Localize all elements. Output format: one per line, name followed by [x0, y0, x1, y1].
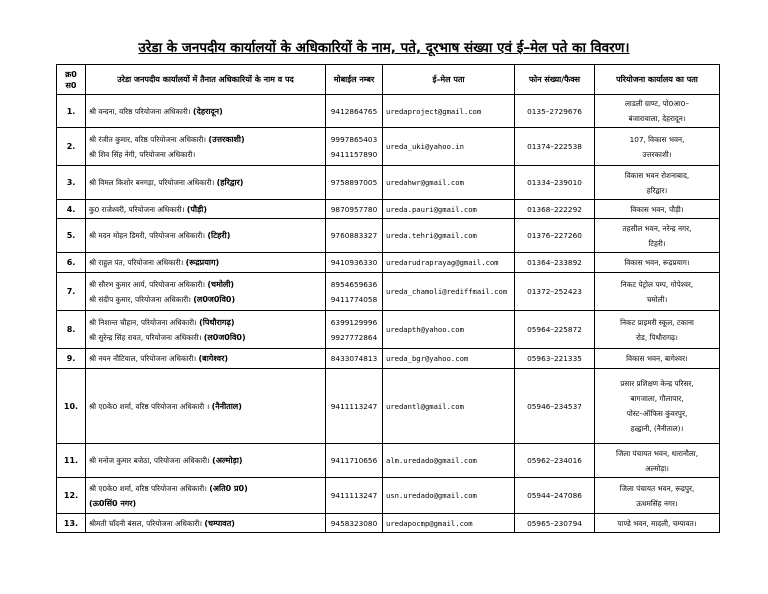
phone-fax-number: 0135–2729676 [515, 95, 595, 128]
district-name: (चमोली) [207, 279, 235, 289]
row-serial-number: 13. [57, 514, 86, 533]
table-row [57, 311, 720, 349]
district-name: (हरिद्वार) [216, 178, 244, 187]
mobile-cell [326, 253, 383, 273]
table-header-row [57, 65, 720, 95]
district-name: (पिथौरागढ़) [199, 317, 235, 327]
phone-fax-number: 05944–247086 [515, 478, 595, 514]
row-serial-number: 1. [57, 95, 86, 128]
officer-cell [86, 166, 326, 200]
mobile-cell [326, 514, 383, 533]
mobile-number: 9411774058 [330, 294, 378, 304]
officer-name: श्री ए0के0 शर्मा, वरिष्ठ परियोजना अधिकारी । (नैनीताल) [89, 401, 242, 411]
header-officer: उरेडा जनपदीय कार्यालयों में तैनात अधिकारियों के नाम व पद [86, 65, 326, 95]
office-address [595, 200, 720, 219]
phone-fax-number: 05963–221335 [515, 349, 595, 369]
phone-fax-number: 01376–227260 [515, 219, 595, 253]
header-phone: फोन संख्या/फैक्स [515, 65, 595, 95]
mobile-cell [326, 349, 383, 369]
address-line: विकास भवन, पौड़ी। [630, 204, 684, 214]
officer-cell [86, 128, 326, 166]
phone-fax-number: 01364–233892 [515, 253, 595, 273]
table-row [57, 478, 720, 514]
district-name: (बागेश्वर) [198, 354, 229, 363]
table-row [57, 349, 720, 369]
address-line: रोड, पिथौरागढ़। [636, 332, 678, 342]
address-line: हरिद्वार। [646, 185, 668, 195]
mobile-cell [326, 478, 383, 514]
table-row [57, 369, 720, 444]
address-line: ऊधमसिंह नगर। [636, 498, 678, 508]
mobile-number: 9411710656 [330, 456, 378, 465]
address-line: बागजाला, गौलापार, [630, 394, 684, 403]
officer-name: श्री विमल किशोर बनगड़ा, परियोजना अधिकारी। (हरिद्वार) [89, 178, 244, 187]
email-address: uredapth@yahoo.com [383, 311, 515, 349]
officer-name: श्री ए0के0 शर्मा, वरिष्ठ परियोजना अधिकारी। (अति0 प्र0) [89, 483, 248, 493]
office-address [595, 273, 720, 311]
table-row [57, 219, 720, 253]
address-line: अल्मोड़ा। [645, 463, 669, 473]
address-line: हल्द्वानी, (नैनीताल)। [630, 424, 684, 433]
email-address: ureda.tehri@gmail.com [383, 219, 515, 253]
office-address [595, 478, 720, 514]
mobile-number: 9760883327 [330, 231, 378, 240]
header-email: ई–मेल पता [383, 65, 515, 95]
mobile-cell [326, 166, 383, 200]
email-address: usn.uredado@gmail.com [383, 478, 515, 514]
phone-fax-number: 01368–222292 [515, 200, 595, 219]
officer-cell [86, 95, 326, 128]
district-name: (रूद्रप्रयाग) [185, 258, 220, 267]
phone-fax-number: 05964–225872 [515, 311, 595, 349]
table-row [57, 200, 720, 219]
row-serial-number: 5. [57, 219, 86, 253]
officer-name: श्री सुरेन्द्र सिंह रावत, परियोजना अधिकारी। (ल0ज0वि0) [89, 332, 246, 342]
phone-fax-number: 01374–222538 [515, 128, 595, 166]
email-address: ureda.pauri@gmail.com [383, 200, 515, 219]
district-name: (पौड़ी) [186, 204, 208, 214]
mobile-number: 9411157890 [330, 149, 378, 159]
officer-cell [86, 219, 326, 253]
table-body [57, 95, 720, 533]
mobile-number: 6399129996 [330, 317, 378, 327]
phone-fax-number: 01372–252423 [515, 273, 595, 311]
office-address [595, 166, 720, 200]
officer-name: श्री रंजीत कुमार, वरिष्ठ परियोजना अधिकारी। (उत्तरकाशी) [89, 134, 245, 144]
address-line: जिला पंचायत भवन, रूद्रपुर, [619, 483, 695, 493]
row-serial-number: 9. [57, 349, 86, 369]
row-serial-number: 4. [57, 200, 86, 219]
officer-cell [86, 349, 326, 369]
officer-cell [86, 514, 326, 533]
row-serial-number: 7. [57, 273, 86, 311]
district-name: (नैनीताल) [211, 401, 242, 411]
header-address: परियोजना कार्यालय का पता [595, 65, 720, 95]
email-address: ureda_bgr@yahoo.com [383, 349, 515, 369]
officer-name: कु0 राजेश्वरी, परियोजना अधिकारी। (पौड़ी) [89, 204, 208, 214]
address-line: तहसील भवन, नरेन्द्र नगर, [622, 223, 692, 233]
office-address [595, 349, 720, 369]
officer-name: श्री निशान्त चौहान, परियोजना अधिकारी। (पिथौरागढ़) [89, 317, 235, 327]
table-row [57, 95, 720, 128]
mobile-cell [326, 200, 383, 219]
officer-name: श्री मदन मोहन डिमरी, परियोजना अधिकारी। (टिहरी) [89, 231, 231, 240]
row-serial-number: 6. [57, 253, 86, 273]
mobile-number: 9411113247 [330, 401, 378, 411]
mobile-number: 9458323080 [330, 518, 378, 528]
officer-name: श्री वन्दना, वरिष्ठ परियोजना अधिकारी। (देहरादून) [89, 106, 223, 116]
officer-name: श्रीमती चाँदनी बंसल, परियोजना अधिकारी। (चम्पावत) [89, 518, 235, 528]
mobile-cell [326, 273, 383, 311]
email-address: alm.uredado@gmail.com [383, 444, 515, 478]
mobile-number: 8954659636 [330, 279, 378, 289]
row-serial-number: 12. [57, 478, 86, 514]
district-name: (अति0 प्र0) [209, 483, 248, 493]
mobile-number: 9412864765 [330, 106, 378, 116]
officer-cell [86, 369, 326, 444]
email-address: ureda_uki@yahoo.in [383, 128, 515, 166]
office-address [595, 128, 720, 166]
district-name: (उत्तरकाशी) [208, 134, 245, 144]
table-row [57, 166, 720, 200]
officer-cell [86, 478, 326, 514]
address-line: बंजारावाला, देहरादून। [628, 114, 686, 123]
email-address: uredarudraprayag@gmail.com [383, 253, 515, 273]
address-line: प्रसार प्रशिक्षण केन्द्र परिसर, [620, 379, 694, 388]
header-sno: क्र0 स0 [57, 65, 86, 95]
table-row [57, 253, 720, 273]
mobile-cell [326, 95, 383, 128]
row-serial-number: 10. [57, 369, 86, 444]
address-line: जिला पंचायत भवन, धारानौला, [615, 448, 699, 458]
office-address [595, 311, 720, 349]
phone-fax-number: 05962–234016 [515, 444, 595, 478]
row-serial-number: 2. [57, 128, 86, 166]
table-row [57, 514, 720, 533]
table-row [57, 444, 720, 478]
address-line: लाडली ग्राण्ट, पो0आ0– [624, 99, 690, 108]
district-name: (ल0ज0वि0) [193, 294, 236, 304]
phone-fax-number: 05965–230794 [515, 514, 595, 533]
mobile-cell [326, 444, 383, 478]
mobile-number: 9870957780 [330, 204, 378, 214]
mobile-cell [326, 219, 383, 253]
phone-fax-number: 05946–234537 [515, 369, 595, 444]
officer-cell [86, 200, 326, 219]
address-line: पाण्डे भवन, मादली, चम्पावत। [617, 518, 697, 528]
address-line: 107, विकास भवन, [629, 134, 685, 144]
header-mobile: मोबाईल नम्बर [326, 65, 383, 95]
address-line: विकास भवन, रूद्रप्रयाग। [624, 258, 690, 267]
table-row [57, 128, 720, 166]
district-name: (देहरादून) [192, 106, 223, 116]
address-line: निकट पेट्रोल पम्प, गोपेश्वर, [620, 279, 694, 289]
address-line: चमोली। [646, 294, 668, 304]
email-address: uredapocmp@gmail.com [383, 514, 515, 533]
district-name: (ऊ0सिं0 नगर) [89, 498, 137, 508]
row-serial-number: 11. [57, 444, 86, 478]
row-serial-number: 3. [57, 166, 86, 200]
email-address: uredaproject@gmail.com [383, 95, 515, 128]
officers-table [56, 64, 720, 533]
officer-name: श्री नयन नौटियाल, परियोजना अधिकारी। (बागेश्वर) [89, 354, 229, 363]
officer-name: श्री राहुल पंत, परियोजना अधिकारी। (रूद्रप्रयाग) [89, 258, 220, 267]
district-name: (अल्मोड़ा) [212, 456, 243, 465]
office-address [595, 369, 720, 444]
mobile-number: 9758897005 [330, 178, 378, 187]
mobile-cell [326, 128, 383, 166]
district-name: (टिहरी) [207, 231, 231, 240]
address-line: विकास भवन रोशनाबाद, [624, 170, 690, 180]
officer-cell [86, 311, 326, 349]
officer-name: श्री शिव सिंह नेगी, परियोजना अधिकारी। [89, 149, 196, 159]
office-address [595, 444, 720, 478]
mobile-number: 9997865403 [330, 134, 378, 144]
address-line: निकट प्राइमरी स्कूल, टकाना [620, 317, 694, 327]
email-address: ureda_chamoli@rediffmail.com [383, 273, 515, 311]
officer-cell [86, 444, 326, 478]
mobile-number: 9410936330 [330, 258, 378, 267]
mobile-number: 9411113247 [330, 491, 378, 500]
office-address [595, 95, 720, 128]
district-name: (ल0ज0वि0) [203, 332, 246, 342]
address-line: पोस्ट–ऑफिस कुंवरपुर, [626, 409, 688, 418]
row-serial-number: 8. [57, 311, 86, 349]
address-line: विकास भवन, बागेश्वर। [626, 354, 688, 363]
mobile-number: 9927772864 [330, 332, 378, 342]
officer-name: श्री मनोज कुमार बजेठा, परियोजना अधिकारी। (अल्मोड़ा) [89, 456, 243, 465]
district-name: (चम्पावत) [204, 518, 235, 528]
address-line: उत्तरकाशी। [642, 149, 672, 159]
email-address: uredantl@gmail.com [383, 369, 515, 444]
officer-cell [86, 253, 326, 273]
officer-name: श्री सौरभ कुमार आर्य, परियोजना अधिकारी। (चमोली) [89, 279, 235, 289]
phone-fax-number: 01334–239010 [515, 166, 595, 200]
officer-cell [86, 273, 326, 311]
mobile-cell [326, 369, 383, 444]
email-address: uredahwr@gmail.com [383, 166, 515, 200]
mobile-number: 8433074813 [330, 354, 378, 363]
address-line: टिहरी। [648, 238, 666, 248]
page-title: उरेडा के जनपदीय कार्यालयों के अधिकारियों के नाम, पते, दूरभाष संख्या एवं ई–मेल पते का विवरण। [138, 40, 630, 56]
office-address [595, 219, 720, 253]
table-row [57, 273, 720, 311]
office-address [595, 253, 720, 273]
officer-name: श्री संदीप कुमार, परियोजना अधिकारी। (ल0ज0वि0) [89, 294, 236, 304]
mobile-cell [326, 311, 383, 349]
office-address [595, 514, 720, 533]
